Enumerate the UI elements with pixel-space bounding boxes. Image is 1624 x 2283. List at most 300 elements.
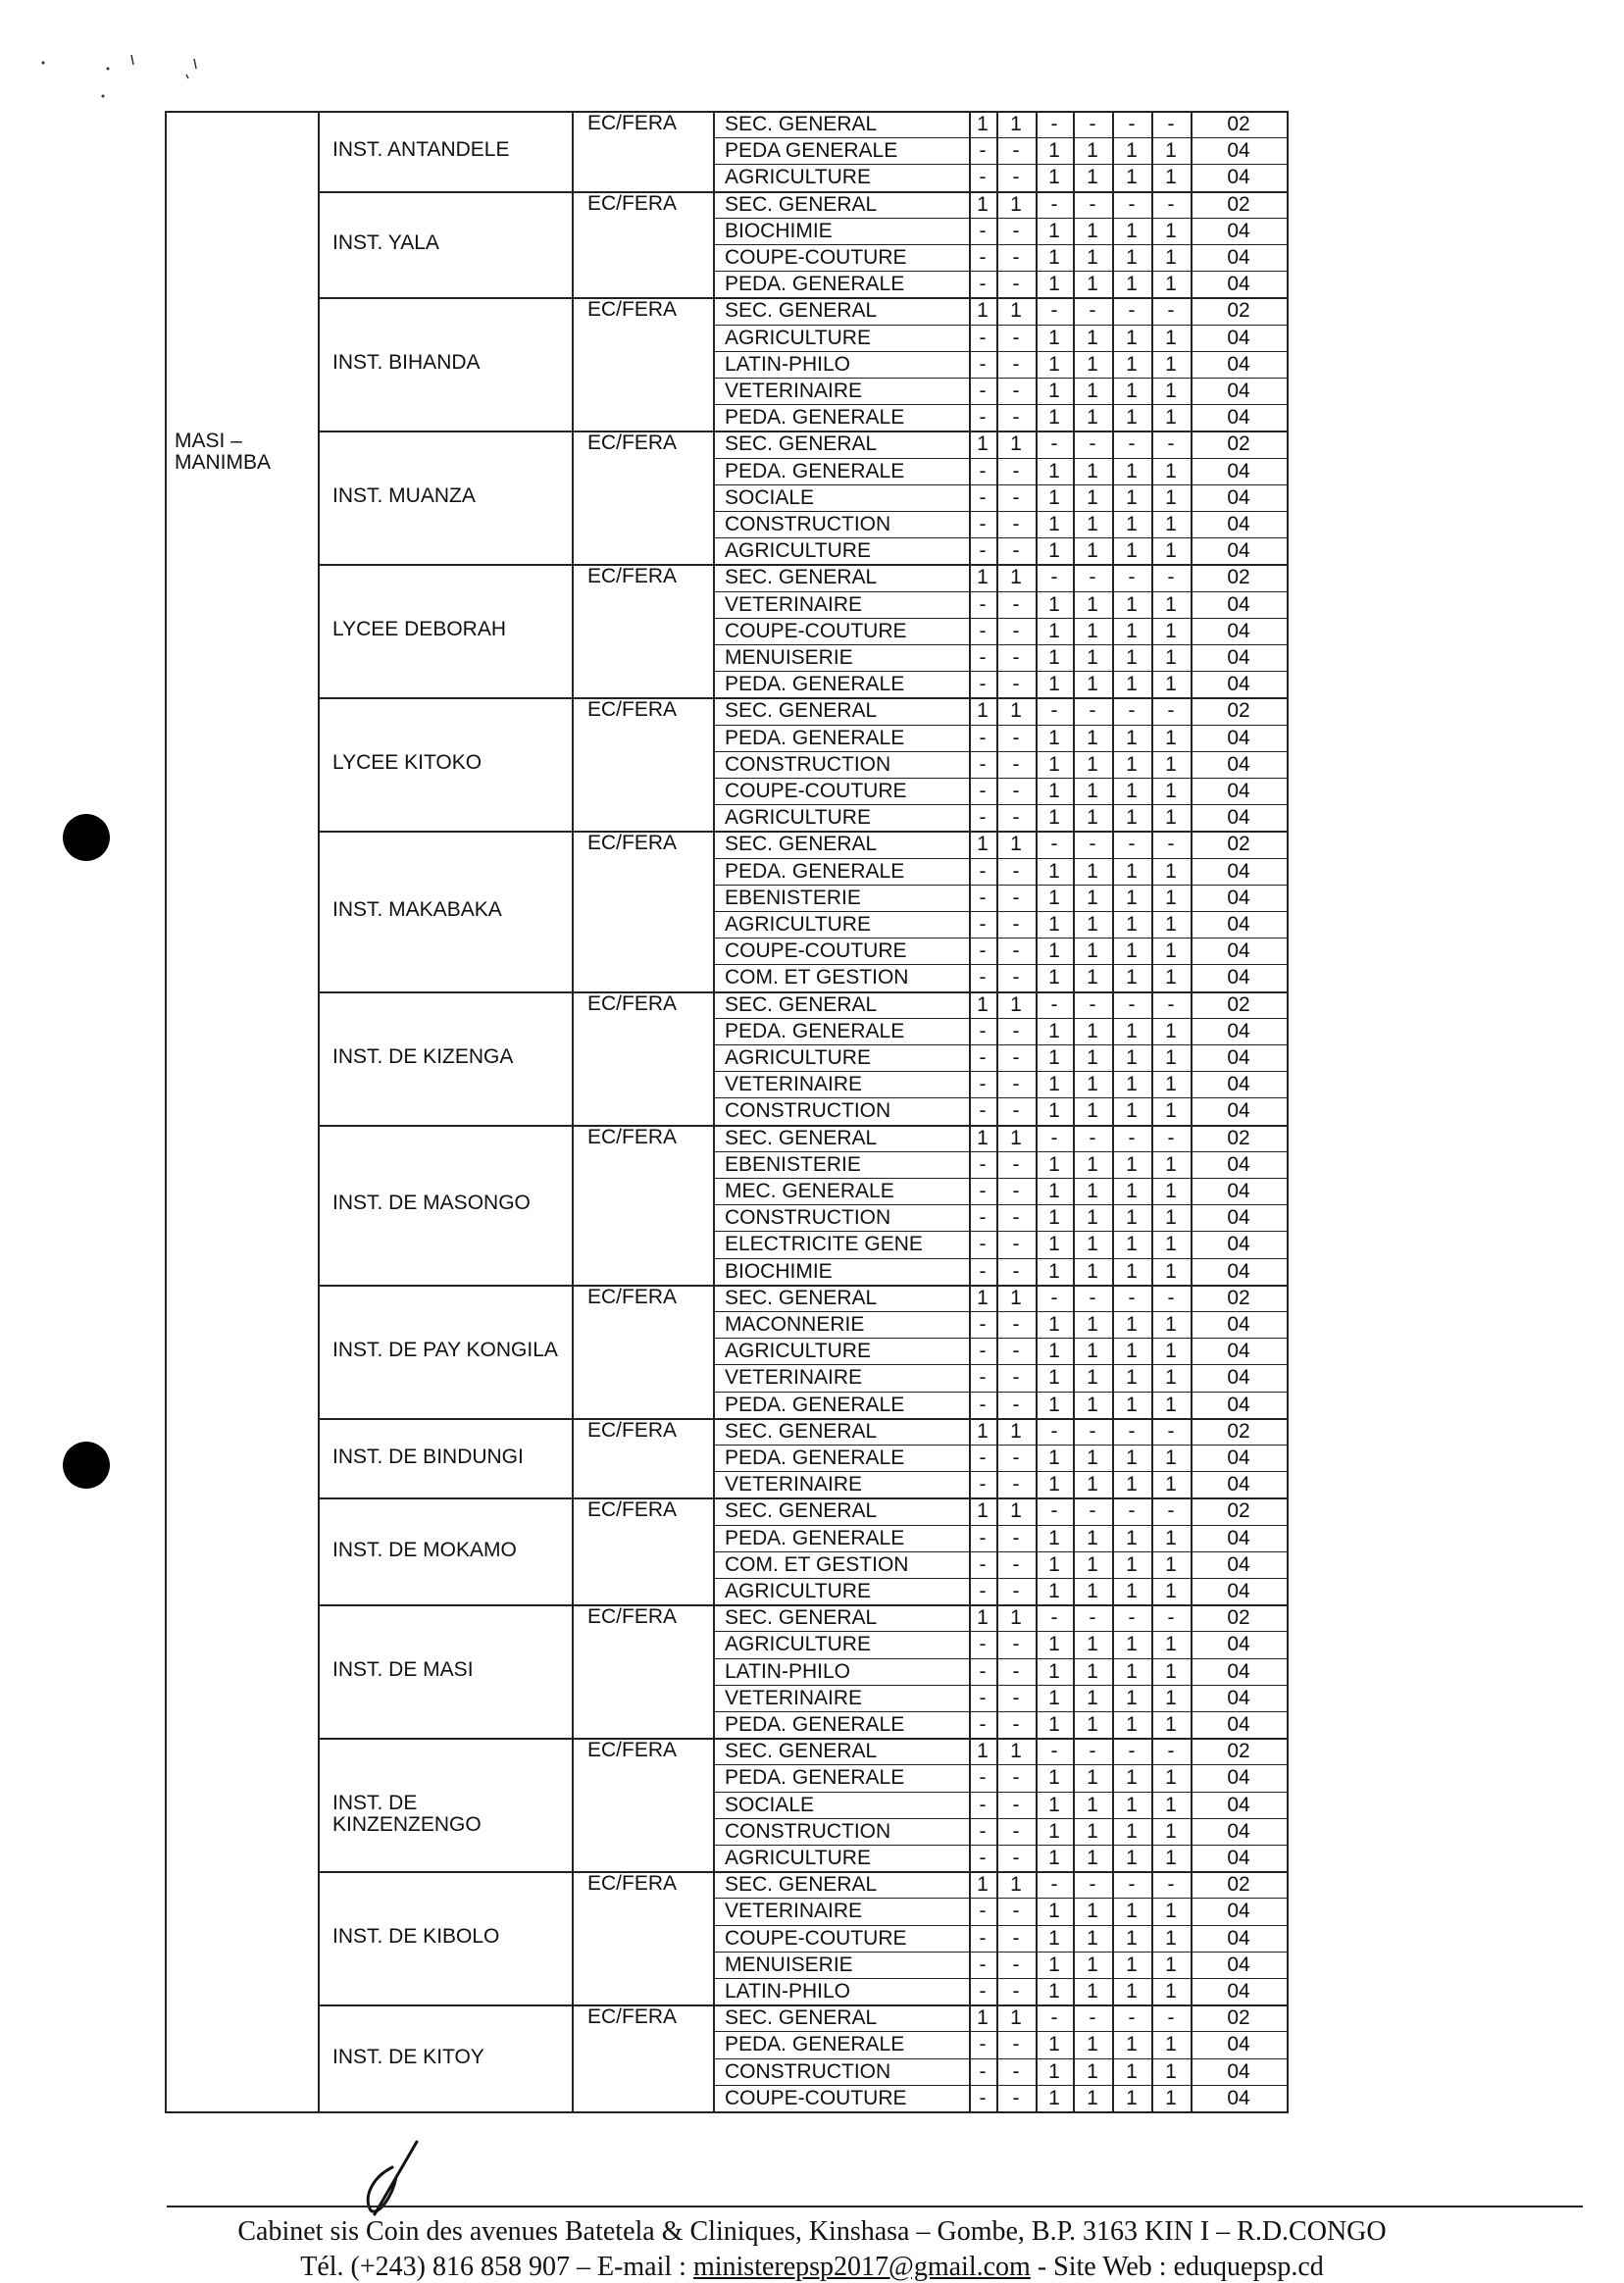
option-value: 1 xyxy=(1087,1446,1098,1469)
option-value: - xyxy=(1012,1233,1020,1256)
option-value: 1 xyxy=(1048,1552,1060,1576)
option-value: 1 xyxy=(1126,1259,1138,1283)
option-value: 1 xyxy=(1165,859,1177,883)
option-row-rule xyxy=(713,1551,1287,1552)
option-value: - xyxy=(979,352,987,376)
option-value: 1 xyxy=(1087,886,1098,909)
option-value: 1 xyxy=(1165,913,1177,936)
school-name: INST. DE KITOY xyxy=(332,2045,484,2068)
option-value: 1 xyxy=(1126,780,1138,802)
option-value: 1 xyxy=(977,1740,989,1763)
option-value: 1 xyxy=(1048,1847,1060,1869)
option-value: 1 xyxy=(1126,1073,1138,1096)
school-name: INST. BIHANDA xyxy=(332,351,481,375)
option-value: 1 xyxy=(1126,966,1138,989)
option-value: 04 xyxy=(1227,219,1250,242)
option-value: - xyxy=(1050,992,1058,1016)
regime-label: EC/FERA xyxy=(587,298,678,322)
option-row-rule xyxy=(713,911,1287,912)
option-value: 1 xyxy=(1048,1019,1060,1042)
option-row-rule xyxy=(713,378,1287,379)
option-value: 1 xyxy=(977,1499,989,1523)
option-name: VETERINAIRE xyxy=(725,592,863,616)
option-value: - xyxy=(1012,513,1020,535)
option-value: 1 xyxy=(1087,1900,1098,1923)
option-row-rule xyxy=(713,1658,1287,1659)
option-row-rule xyxy=(713,1952,1287,1953)
option-row-rule xyxy=(713,964,1287,965)
option-value: - xyxy=(1012,1366,1020,1390)
option-value: - xyxy=(979,726,987,749)
option-value: 04 xyxy=(1227,1073,1250,1096)
option-value: - xyxy=(979,1046,987,1069)
regime-label: EC/FERA xyxy=(587,191,678,215)
footer-divider xyxy=(167,2206,1583,2207)
option-value: 02 xyxy=(1227,1740,1250,1763)
option-value: 1 xyxy=(977,1606,989,1630)
option-value: 04 xyxy=(1227,1793,1250,1816)
option-value: 1 xyxy=(1048,1793,1060,1816)
option-value: - xyxy=(979,1953,987,1976)
option-value: 1 xyxy=(1048,1046,1060,1069)
option-value: 1 xyxy=(1087,1526,1098,1549)
option-value: - xyxy=(1050,113,1058,135)
option-value: - xyxy=(1167,566,1175,589)
option-value: 02 xyxy=(1227,1286,1250,1309)
option-value: 1 xyxy=(1165,485,1177,509)
option-value: - xyxy=(1128,2006,1136,2030)
option-value: 04 xyxy=(1227,1206,1250,1230)
option-value: 1 xyxy=(1165,780,1177,802)
option-value: 1 xyxy=(1126,1233,1138,1256)
option-value: 1 xyxy=(1048,1073,1060,1096)
option-value: 04 xyxy=(1227,2086,1250,2109)
option-value: 02 xyxy=(1227,1873,1250,1897)
option-value: 1 xyxy=(1126,246,1138,269)
option-value: 1 xyxy=(1126,1393,1138,1416)
option-row-rule xyxy=(713,511,1287,512)
option-value: 04 xyxy=(1227,380,1250,402)
option-row-rule xyxy=(713,1631,1287,1632)
option-value: - xyxy=(1050,1499,1058,1523)
option-value: - xyxy=(1167,1740,1175,1763)
option-value: 1 xyxy=(977,992,989,1016)
option-value: 1 xyxy=(1165,273,1177,296)
option-value: - xyxy=(1128,992,1136,1016)
option-value: - xyxy=(979,966,987,989)
option-name: SEC. GENERAL xyxy=(725,992,878,1016)
option-value: - xyxy=(979,1233,987,1256)
option-value: - xyxy=(1012,1953,1020,1976)
option-value: 1 xyxy=(1087,326,1098,349)
option-value: - xyxy=(1012,1180,1020,1202)
option-row-rule xyxy=(713,1231,1287,1232)
option-value: 1 xyxy=(1048,406,1060,430)
option-value: 04 xyxy=(1227,1552,1250,1576)
option-value: - xyxy=(1012,352,1020,376)
option-value: - xyxy=(1012,1580,1020,1602)
option-name: PEDA. GENERALE xyxy=(725,1446,905,1469)
option-value: 1 xyxy=(1048,166,1060,189)
option-value: 1 xyxy=(1048,592,1060,616)
option-value: 1 xyxy=(1087,1980,1098,2003)
option-value: 1 xyxy=(1165,726,1177,749)
school-name: INST. DE BINDUNGI xyxy=(332,1445,524,1468)
school-name: INST. YALA xyxy=(332,231,439,254)
option-name: PEDA. GENERALE xyxy=(725,1713,905,1736)
option-value: - xyxy=(979,886,987,909)
option-value: 1 xyxy=(1126,1366,1138,1390)
option-value: 02 xyxy=(1227,113,1250,135)
option-value: - xyxy=(979,619,987,642)
option-value: 04 xyxy=(1227,139,1250,163)
option-value: - xyxy=(979,859,987,883)
option-value: 1 xyxy=(1048,913,1060,936)
option-row-rule xyxy=(713,1178,1287,1179)
option-row-rule xyxy=(713,725,1287,726)
option-value: 04 xyxy=(1227,1633,1250,1656)
option-value: 1 xyxy=(1165,459,1177,482)
table-column-rule xyxy=(713,111,715,2113)
option-row-rule xyxy=(713,1685,1287,1686)
option-value: - xyxy=(979,1473,987,1497)
option-value: 1 xyxy=(1165,1473,1177,1497)
option-value: 1 xyxy=(1087,459,1098,482)
option-row-rule xyxy=(713,2085,1287,2086)
option-name: MENUISERIE xyxy=(725,646,853,669)
option-value: - xyxy=(979,1900,987,1923)
option-value: 1 xyxy=(1087,592,1098,616)
option-value: 1 xyxy=(1126,1446,1138,1469)
option-value: - xyxy=(1050,1606,1058,1630)
option-row-rule xyxy=(713,1311,1287,1312)
option-value: 04 xyxy=(1227,1953,1250,1976)
option-value: 1 xyxy=(1165,1180,1177,1202)
option-name: CONSTRUCTION xyxy=(725,1099,891,1123)
option-value: 1 xyxy=(1165,166,1177,189)
option-value: 1 xyxy=(1126,2086,1138,2109)
option-value: 02 xyxy=(1227,1606,1250,1630)
option-value: - xyxy=(1012,1019,1020,1042)
option-name: LATIN-PHILO xyxy=(725,1659,850,1683)
option-name: CONSTRUCTION xyxy=(725,752,891,776)
option-value: 1 xyxy=(1048,1766,1060,1790)
option-value: 1 xyxy=(1048,1233,1060,1256)
option-value: 1 xyxy=(1165,1233,1177,1256)
option-value: 1 xyxy=(1087,246,1098,269)
option-row-rule xyxy=(713,458,1287,459)
option-value: 1 xyxy=(1087,539,1098,563)
option-value: - xyxy=(1012,673,1020,696)
option-value: - xyxy=(979,2086,987,2109)
option-value: 1 xyxy=(1165,2033,1177,2056)
option-value: - xyxy=(979,673,987,696)
option-value: - xyxy=(1128,1606,1136,1630)
option-value: 1 xyxy=(1087,1633,1098,1656)
option-value: 1 xyxy=(1087,752,1098,776)
option-value: 1 xyxy=(1087,1552,1098,1576)
option-value: - xyxy=(1089,1419,1096,1443)
option-value: - xyxy=(1167,1419,1175,1443)
option-name: COUPE-COUTURE xyxy=(725,2086,907,2109)
table-column-rule xyxy=(165,111,167,2113)
option-value: 1 xyxy=(1126,1019,1138,1042)
option-value: - xyxy=(1089,113,1096,135)
option-value: 1 xyxy=(1165,939,1177,963)
option-value: 1 xyxy=(1048,273,1060,296)
option-value: 1 xyxy=(1087,1953,1098,1976)
option-name: COUPE-COUTURE xyxy=(725,619,907,642)
option-value: 1 xyxy=(1048,139,1060,163)
option-value: - xyxy=(979,939,987,963)
option-value: - xyxy=(1128,299,1136,323)
option-value: - xyxy=(1050,566,1058,589)
option-row-rule xyxy=(713,218,1287,219)
option-row-rule xyxy=(713,804,1287,805)
option-value: 1 xyxy=(1087,1233,1098,1256)
option-name: SEC. GENERAL xyxy=(725,192,878,216)
option-value: 1 xyxy=(1165,1446,1177,1469)
option-name: AGRICULTURE xyxy=(725,1633,871,1656)
option-value: 04 xyxy=(1227,273,1250,296)
option-value: 1 xyxy=(1126,726,1138,749)
option-value: - xyxy=(979,752,987,776)
option-value: 04 xyxy=(1227,1180,1250,1202)
option-value: - xyxy=(1050,1873,1058,1897)
table-column-rule xyxy=(318,111,320,2113)
option-value: - xyxy=(1089,699,1096,723)
option-value: 1 xyxy=(1126,459,1138,482)
option-value: 1 xyxy=(1165,752,1177,776)
punch-hole-icon xyxy=(63,814,110,861)
option-value: 1 xyxy=(1165,1686,1177,1709)
option-value: 04 xyxy=(1227,1847,1250,1869)
table-bottom-rule xyxy=(165,2111,1287,2113)
option-row-rule xyxy=(713,1364,1287,1365)
option-value: 1 xyxy=(1165,219,1177,242)
option-value: 1 xyxy=(1087,219,1098,242)
option-value: 1 xyxy=(1165,2086,1177,2109)
option-value: 1 xyxy=(1087,273,1098,296)
option-value: 1 xyxy=(1126,1900,1138,1923)
regime-label: EC/FERA xyxy=(587,112,678,134)
option-value: - xyxy=(1012,1766,1020,1790)
regime-label: EC/FERA xyxy=(587,991,678,1015)
option-value: 1 xyxy=(1165,513,1177,535)
option-name: PEDA. GENERALE xyxy=(725,273,905,296)
option-value: - xyxy=(979,1393,987,1416)
option-row-rule xyxy=(713,1258,1287,1259)
option-value: - xyxy=(1050,1740,1058,1763)
option-value: 1 xyxy=(1010,1286,1022,1309)
option-name: SEC. GENERAL xyxy=(725,566,878,589)
option-value: 02 xyxy=(1227,299,1250,323)
option-value: 1 xyxy=(977,2006,989,2030)
option-value: - xyxy=(1167,1606,1175,1630)
option-row-rule xyxy=(713,404,1287,405)
option-row-rule xyxy=(713,1764,1287,1765)
option-value: 04 xyxy=(1227,2033,1250,2056)
option-value: 02 xyxy=(1227,992,1250,1016)
option-value: 04 xyxy=(1227,859,1250,883)
option-value: 1 xyxy=(1048,1980,1060,2003)
option-name: PEDA. GENERALE xyxy=(725,1766,905,1790)
option-value: 1 xyxy=(1087,1366,1098,1390)
option-value: 04 xyxy=(1227,1819,1250,1843)
option-value: 1 xyxy=(977,566,989,589)
option-value: 04 xyxy=(1227,726,1250,749)
regime-label: EC/FERA xyxy=(587,1872,678,1896)
option-value: - xyxy=(979,1099,987,1123)
option-row-rule xyxy=(713,1204,1287,1205)
option-value: 1 xyxy=(1126,326,1138,349)
option-value: 1 xyxy=(1165,646,1177,669)
option-value: 02 xyxy=(1227,192,1250,216)
option-value: 1 xyxy=(1126,939,1138,963)
option-value: 02 xyxy=(1227,699,1250,723)
option-value: - xyxy=(979,1686,987,1709)
option-value: 1 xyxy=(1126,1847,1138,1869)
option-row-rule xyxy=(713,1978,1287,1979)
option-value: 1 xyxy=(1165,1953,1177,1976)
option-value: - xyxy=(1012,2086,1020,2109)
option-value: - xyxy=(1012,485,1020,509)
option-value: - xyxy=(1012,1206,1020,1230)
option-value: 04 xyxy=(1227,1580,1250,1602)
option-name: SEC. GENERAL xyxy=(725,833,878,856)
option-value: 1 xyxy=(1010,699,1022,723)
option-value: 1 xyxy=(1048,673,1060,696)
option-value: 1 xyxy=(1126,380,1138,402)
option-value: 1 xyxy=(1048,780,1060,802)
option-value: - xyxy=(979,513,987,535)
option-value: - xyxy=(1012,139,1020,163)
option-name: SEC. GENERAL xyxy=(725,699,878,723)
option-value: 1 xyxy=(1010,113,1022,135)
option-value: 1 xyxy=(1087,1340,1098,1363)
option-value: - xyxy=(979,406,987,430)
option-value: - xyxy=(1050,1419,1058,1443)
option-value: 04 xyxy=(1227,592,1250,616)
option-value: 1 xyxy=(1126,646,1138,669)
option-value: - xyxy=(1167,992,1175,1016)
option-value: 1 xyxy=(1048,2059,1060,2083)
option-value: 1 xyxy=(1087,646,1098,669)
school-name: INST. DE MOKAMO xyxy=(332,1538,517,1561)
option-row-rule xyxy=(713,1818,1287,1819)
option-value: - xyxy=(979,166,987,189)
footer-email-link[interactable]: ministerepsp2017@gmail.com xyxy=(692,2252,1031,2282)
option-row-rule xyxy=(713,1898,1287,1899)
option-value: 1 xyxy=(1165,1847,1177,1869)
option-value: 04 xyxy=(1227,1900,1250,1923)
option-value: 1 xyxy=(1126,406,1138,430)
option-value: 1 xyxy=(1165,1019,1177,1042)
option-value: - xyxy=(979,1633,987,1656)
option-value: 1 xyxy=(1126,1819,1138,1843)
option-value: 1 xyxy=(1048,1180,1060,1202)
option-value: - xyxy=(1050,1126,1058,1149)
option-value: 1 xyxy=(1010,833,1022,856)
option-value: 1 xyxy=(1087,1847,1098,1869)
option-row-rule xyxy=(713,2058,1287,2059)
option-value: 04 xyxy=(1227,939,1250,963)
option-value: 1 xyxy=(1048,966,1060,989)
option-row-rule xyxy=(713,618,1287,619)
school-name: INST. MUANZA xyxy=(332,484,476,508)
option-value: - xyxy=(979,459,987,482)
option-name: VETERINAIRE xyxy=(725,1366,863,1390)
option-value: 1 xyxy=(1048,380,1060,402)
option-value: 1 xyxy=(1165,673,1177,696)
option-value: 1 xyxy=(1010,992,1022,1016)
option-value: 04 xyxy=(1227,246,1250,269)
option-value: - xyxy=(1012,380,1020,402)
option-name: CONSTRUCTION xyxy=(725,2059,891,2083)
option-value: - xyxy=(1128,432,1136,456)
option-value: - xyxy=(979,1659,987,1683)
option-value: 1 xyxy=(1126,1633,1138,1656)
option-value: - xyxy=(1089,192,1096,216)
option-row-rule xyxy=(713,1071,1287,1072)
option-value: 1 xyxy=(1126,886,1138,909)
regime-label: EC/FERA xyxy=(587,1125,678,1148)
option-value: 1 xyxy=(1126,752,1138,776)
option-value: - xyxy=(979,780,987,802)
option-value: - xyxy=(1167,1126,1175,1149)
option-value: 04 xyxy=(1227,1152,1250,1176)
option-value: - xyxy=(979,806,987,830)
option-value: - xyxy=(1012,1659,1020,1683)
option-value: - xyxy=(979,646,987,669)
option-value: 1 xyxy=(1165,1766,1177,1790)
option-value: - xyxy=(1128,1499,1136,1523)
option-name: BIOCHIMIE xyxy=(725,219,833,242)
option-value: 1 xyxy=(1048,1686,1060,1709)
option-value: - xyxy=(1012,1793,1020,1816)
option-value: - xyxy=(1012,966,1020,989)
option-value: - xyxy=(979,1980,987,2003)
option-name: MENUISERIE xyxy=(725,1953,853,1976)
option-value: 04 xyxy=(1227,1526,1250,1549)
option-value: 1 xyxy=(1165,619,1177,642)
option-row-rule xyxy=(713,751,1287,752)
option-value: 1 xyxy=(1126,166,1138,189)
option-value: 04 xyxy=(1227,352,1250,376)
option-value: 1 xyxy=(1126,2059,1138,2083)
option-value: - xyxy=(1089,1286,1096,1309)
option-value: 1 xyxy=(1087,966,1098,989)
option-value: - xyxy=(1050,699,1058,723)
option-value: 1 xyxy=(1087,1659,1098,1683)
option-name: PEDA. GENERALE xyxy=(725,406,905,430)
option-value: - xyxy=(979,380,987,402)
option-value: 1 xyxy=(1048,2086,1060,2109)
option-value: - xyxy=(1012,1713,1020,1736)
option-value: 04 xyxy=(1227,1446,1250,1469)
option-value: 1 xyxy=(1165,806,1177,830)
option-value: - xyxy=(979,1847,987,1869)
option-value: 1 xyxy=(1048,246,1060,269)
option-value: 1 xyxy=(1087,166,1098,189)
option-value: 1 xyxy=(977,113,989,135)
option-name: SOCIALE xyxy=(725,485,815,509)
school-name: INST. DE KINZENZENGO xyxy=(332,1792,482,1837)
option-value: 1 xyxy=(1087,1766,1098,1790)
option-name: ELECTRICITE GENE xyxy=(725,1233,923,1256)
option-value: 1 xyxy=(1087,1713,1098,1736)
option-value: 1 xyxy=(1048,485,1060,509)
